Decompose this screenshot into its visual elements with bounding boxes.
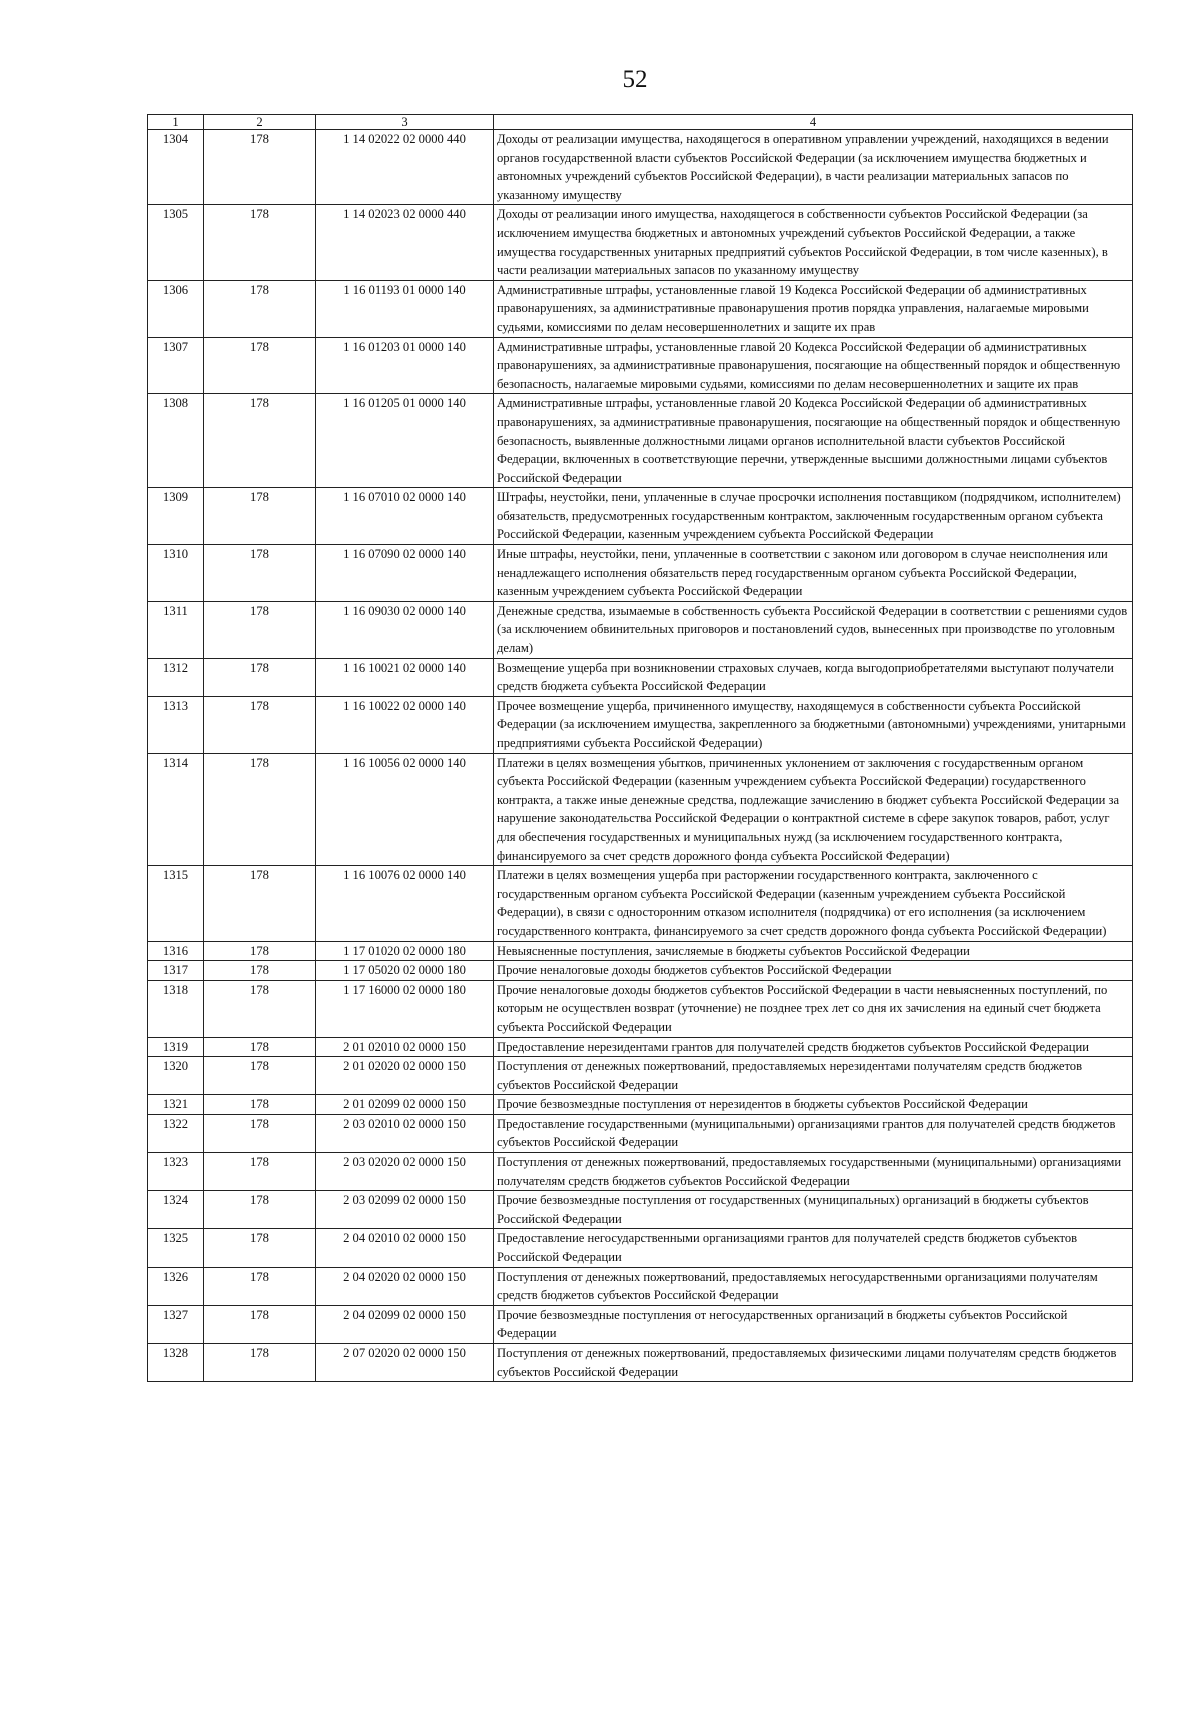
budget-classification-table — [147, 114, 1133, 1382]
admin-code: 178 — [204, 1191, 316, 1229]
column-header-2: 2 — [204, 115, 316, 130]
row-number: 1319 — [148, 1037, 204, 1057]
admin-code: 178 — [204, 1037, 316, 1057]
column-header-3: 3 — [316, 115, 494, 130]
table-row — [148, 1037, 1133, 1057]
income-description: Платежи в целях возмещения убытков, причиненных уклонением от заключения с государственным органом субъекта Российской Федерации (казенным учреждением субъекта Российской Федерации) государственного контракта, а также иные денежные средства, подлежащие зачислению в бюджет субъекта Российской Федерации за нарушение законодательства Российской Федерации о контрактной системе в сфере закупок товаров, работ, услуг для обеспечения государственных и муниципальных нужд (за исключением государственного контракта, финансируемого за счет средств дорожного фонда субъекта Российской Федерации) — [494, 753, 1133, 866]
admin-code: 178 — [204, 1344, 316, 1382]
admin-code: 178 — [204, 961, 316, 981]
admin-code: 178 — [204, 1229, 316, 1267]
income-description: Доходы от реализации имущества, находящегося в оперативном управлении учреждений, находящихся в ведении органов государственной власти субъектов Российской Федерации (за исключением имущества бюджетных и автономных учреждений субъектов Российской Федерации), в части реализации материальных запасов по указанному имуществу — [494, 130, 1133, 205]
row-number: 1313 — [148, 696, 204, 753]
income-description: Возмещение ущерба при возникновении страховых случаев, когда выгодоприобретателями выступают получатели средств бюджета субъекта Российской Федерации — [494, 658, 1133, 696]
budget-code: 2 04 02020 02 0000 150 — [316, 1267, 494, 1305]
admin-code: 178 — [204, 1114, 316, 1152]
income-description: Прочее возмещение ущерба, причиненного имуществу, находящемуся в собственности субъекта Российской Федерации (за исключением имущества, закрепленного за бюджетными (автономными) учреждениями, унитарными предприятиями субъекта Российской Федерации) — [494, 696, 1133, 753]
row-number: 1323 — [148, 1153, 204, 1191]
budget-code: 2 03 02010 02 0000 150 — [316, 1114, 494, 1152]
income-description: Административные штрафы, установленные главой 19 Кодекса Российской Федерации об административных правонарушениях, за административные правонарушения против порядка управления, налагаемые мировыми судьями, комиссиями по делам несовершеннолетних и защите их прав — [494, 280, 1133, 337]
income-description: Поступления от денежных пожертвований, предоставляемых физическими лицами получателям средств бюджетов субъектов Российской Федерации — [494, 1344, 1133, 1382]
column-header-1: 1 — [148, 115, 204, 130]
row-number: 1321 — [148, 1095, 204, 1115]
table-row — [148, 601, 1133, 658]
budget-code: 1 16 01193 01 0000 140 — [316, 280, 494, 337]
budget-code: 2 07 02020 02 0000 150 — [316, 1344, 494, 1382]
row-number: 1324 — [148, 1191, 204, 1229]
table-row — [148, 1114, 1133, 1152]
budget-code: 2 01 02099 02 0000 150 — [316, 1095, 494, 1115]
income-description: Прочие неналоговые доходы бюджетов субъектов Российской Федерации в части невыясненных поступлений, по которым не осуществлен возврат (уточнение) не позднее трех лет со дня их зачисления на единый счет бюджета субъекта Российской Федерации — [494, 980, 1133, 1037]
admin-code: 178 — [204, 1305, 316, 1343]
income-description: Предоставление нерезидентами грантов для получателей средств бюджетов субъектов Российской Федерации — [494, 1037, 1133, 1057]
budget-code: 1 16 10056 02 0000 140 — [316, 753, 494, 866]
admin-code: 178 — [204, 337, 316, 394]
row-number: 1310 — [148, 545, 204, 602]
income-description: Денежные средства, изымаемые в собственность субъекта Российской Федерации в соответствии с решениями судов (за исключением обвинительных приговоров и постановлений судов, вынесенных при производстве по уголовным делам) — [494, 601, 1133, 658]
income-description: Поступления от денежных пожертвований, предоставляемых государственными (муниципальными) организациями получателям средств бюджетов субъектов Российской Федерации — [494, 1153, 1133, 1191]
admin-code: 178 — [204, 1267, 316, 1305]
row-number: 1312 — [148, 658, 204, 696]
budget-code: 2 04 02010 02 0000 150 — [316, 1229, 494, 1267]
admin-code: 178 — [204, 696, 316, 753]
admin-code: 178 — [204, 205, 316, 280]
table-row — [148, 1153, 1133, 1191]
page-number: 52 — [622, 66, 648, 93]
table-row — [148, 130, 1133, 205]
income-description: Прочие безвозмездные поступления от негосударственных организаций в бюджеты субъектов Российской Федерации — [494, 1305, 1133, 1343]
income-description: Платежи в целях возмещения ущерба при расторжении государственного контракта, заключенного с государственным органом субъекта Российской Федерации (казенным учреждением субъекта Российской Федерации), в связи с односторонним отказом исполнителя (подрядчика) от его исполнения (за исключением государственного контракта, финансируемого за счет средств дорожного фонда субъекта Российской Федерации) — [494, 866, 1133, 941]
table-row — [148, 337, 1133, 394]
table-row — [148, 866, 1133, 941]
income-description: Прочие безвозмездные поступления от нерезидентов в бюджеты субъектов Российской Федерации — [494, 1095, 1133, 1115]
row-number: 1327 — [148, 1305, 204, 1343]
table-row — [148, 753, 1133, 866]
admin-code: 178 — [204, 753, 316, 866]
table-row — [148, 658, 1133, 696]
budget-code: 1 16 07010 02 0000 140 — [316, 488, 494, 545]
budget-code: 1 17 01020 02 0000 180 — [316, 941, 494, 961]
row-number: 1316 — [148, 941, 204, 961]
table-row — [148, 1344, 1133, 1382]
row-number: 1322 — [148, 1114, 204, 1152]
budget-code: 1 16 01203 01 0000 140 — [316, 337, 494, 394]
budget-code: 1 16 10076 02 0000 140 — [316, 866, 494, 941]
admin-code: 178 — [204, 280, 316, 337]
budget-code: 1 14 02022 02 0000 440 — [316, 130, 494, 205]
table-row — [148, 280, 1133, 337]
table-row — [148, 941, 1133, 961]
table-row — [148, 980, 1133, 1037]
row-number: 1305 — [148, 205, 204, 280]
row-number: 1307 — [148, 337, 204, 394]
row-number: 1318 — [148, 980, 204, 1037]
income-description: Иные штрафы, неустойки, пени, уплаченные в соответствии с законом или договором в случае неисполнения или ненадлежащего исполнения обязательств перед государственным органом субъекта Российской Федерации, казенным учреждением субъекта Российской Федерации — [494, 545, 1133, 602]
budget-code: 2 03 02099 02 0000 150 — [316, 1191, 494, 1229]
table-row — [148, 1057, 1133, 1095]
income-description: Прочие неналоговые доходы бюджетов субъектов Российской Федерации — [494, 961, 1133, 981]
row-number: 1317 — [148, 961, 204, 981]
income-description: Доходы от реализации иного имущества, находящегося в собственности субъектов Российской Федерации (за исключением имущества бюджетных и автономных учреждений субъектов Российской Федерации, а также имущества государственных унитарных предприятий субъектов Российской Федерации, в том числе казенных), в части реализации материальных запасов по указанному имуществу — [494, 205, 1133, 280]
admin-code: 178 — [204, 1153, 316, 1191]
table-row — [148, 205, 1133, 280]
budget-code: 2 04 02099 02 0000 150 — [316, 1305, 494, 1343]
table-header-row — [148, 115, 1133, 130]
table-row — [148, 1267, 1133, 1305]
table-row — [148, 1191, 1133, 1229]
row-number: 1314 — [148, 753, 204, 866]
budget-code: 1 16 01205 01 0000 140 — [316, 394, 494, 488]
budget-code: 1 17 05020 02 0000 180 — [316, 961, 494, 981]
income-description: Предоставление государственными (муниципальными) организациями грантов для получателей средств бюджетов субъектов Российской Федерации — [494, 1114, 1133, 1152]
budget-code: 1 17 16000 02 0000 180 — [316, 980, 494, 1037]
row-number: 1320 — [148, 1057, 204, 1095]
admin-code: 178 — [204, 866, 316, 941]
row-number: 1304 — [148, 130, 204, 205]
admin-code: 178 — [204, 980, 316, 1037]
budget-code: 1 16 07090 02 0000 140 — [316, 545, 494, 602]
admin-code: 178 — [204, 941, 316, 961]
budget-code: 2 01 02010 02 0000 150 — [316, 1037, 494, 1057]
row-number: 1311 — [148, 601, 204, 658]
row-number: 1328 — [148, 1344, 204, 1382]
admin-code: 178 — [204, 545, 316, 602]
budget-code: 1 16 10021 02 0000 140 — [316, 658, 494, 696]
row-number: 1308 — [148, 394, 204, 488]
row-number: 1309 — [148, 488, 204, 545]
table-row — [148, 961, 1133, 981]
row-number: 1306 — [148, 280, 204, 337]
table-row — [148, 488, 1133, 545]
income-description: Штрафы, неустойки, пени, уплаченные в случае просрочки исполнения поставщиком (подрядчиком, исполнителем) обязательств, предусмотренных государственным контрактом, заключенным государственным органом субъекта Российской Федерации, казенным учреждением субъекта Российской Федерации — [494, 488, 1133, 545]
admin-code: 178 — [204, 488, 316, 545]
column-header-4: 4 — [494, 115, 1133, 130]
admin-code: 178 — [204, 658, 316, 696]
row-number: 1325 — [148, 1229, 204, 1267]
admin-code: 178 — [204, 1057, 316, 1095]
admin-code: 178 — [204, 1095, 316, 1115]
row-number: 1315 — [148, 866, 204, 941]
table-row — [148, 545, 1133, 602]
budget-code: 2 03 02020 02 0000 150 — [316, 1153, 494, 1191]
income-description: Предоставление негосударственными организациями грантов для получателей средств бюджетов субъектов Российской Федерации — [494, 1229, 1133, 1267]
income-description: Административные штрафы, установленные главой 20 Кодекса Российской Федерации об административных правонарушениях, за административные правонарушения, посягающие на общественный порядок и общественную безопасность, выявленные должностными лицами органов исполнительной власти субъектов Российской Федерации, включенных в соответствующие перечни, утвержденные высшими должностными лицами субъектов Российской Федерации — [494, 394, 1133, 488]
table-row — [148, 394, 1133, 488]
table-row — [148, 1305, 1133, 1343]
table-row — [148, 696, 1133, 753]
income-description: Поступления от денежных пожертвований, предоставляемых негосударственными организациями получателям средств бюджетов субъектов Российской Федерации — [494, 1267, 1133, 1305]
admin-code: 178 — [204, 394, 316, 488]
income-description: Административные штрафы, установленные главой 20 Кодекса Российской Федерации об административных правонарушениях, за административные правонарушения, посягающие на общественный порядок и общественную безопасность, налагаемые мировыми судьями, комиссиями по делам несовершеннолетних и защите их прав — [494, 337, 1133, 394]
budget-code: 1 14 02023 02 0000 440 — [316, 205, 494, 280]
table-row — [148, 1095, 1133, 1115]
income-description: Поступления от денежных пожертвований, предоставляемых нерезидентами получателям средств бюджетов субъектов Российской Федерации — [494, 1057, 1133, 1095]
income-description: Прочие безвозмездные поступления от государственных (муниципальных) организаций в бюджеты субъектов Российской Федерации — [494, 1191, 1133, 1229]
budget-code: 2 01 02020 02 0000 150 — [316, 1057, 494, 1095]
row-number: 1326 — [148, 1267, 204, 1305]
budget-code: 1 16 09030 02 0000 140 — [316, 601, 494, 658]
budget-code: 1 16 10022 02 0000 140 — [316, 696, 494, 753]
income-description: Невыясненные поступления, зачисляемые в бюджеты субъектов Российской Федерации — [494, 941, 1133, 961]
admin-code: 178 — [204, 130, 316, 205]
table-row — [148, 1229, 1133, 1267]
admin-code: 178 — [204, 601, 316, 658]
